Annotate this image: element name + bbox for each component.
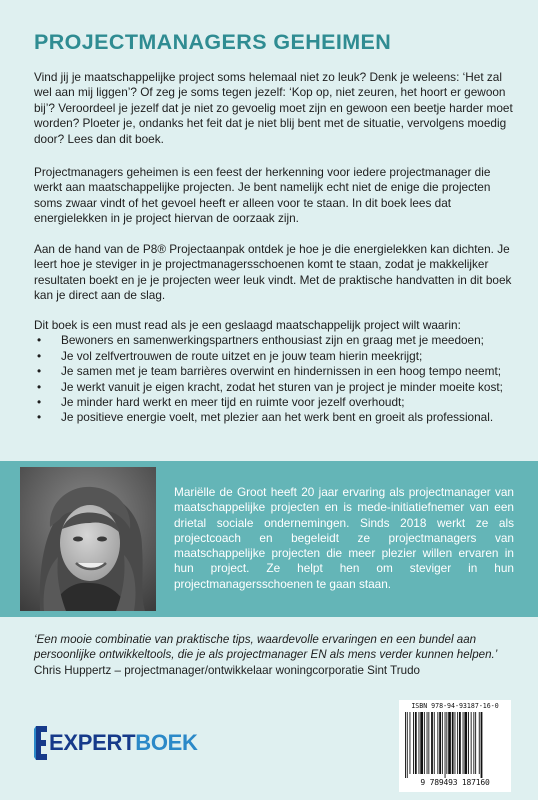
barcode-bar [424,712,425,774]
barcode-bar [473,712,474,774]
barcode-bar [457,712,458,774]
description-paragraph [34,165,514,227]
barcode-bar [452,712,454,774]
publisher-logo-icon [34,726,47,760]
barcode-bar [445,712,446,778]
barcode-bar [407,712,408,778]
intro-text: Vind jij je maatschappelijke project soms helemaal niet zo leuk? Denk je weleens: ‘Het zal wel aan mij liggen’? Of zeg je soms tegen jezelf: ‘Kop op, niet zeuren, het hoort er gewoon bij’? Veroordeel je jezelf dat je niet zo gevoelig moet zijn en gewoon een beetje harder moet worden? Ploeter je, ondanks het feit dat je niet blij bent met de situatie, vervolgens moedig door? Lees dan dit boek. [34,70,513,146]
barcode-bar [468,712,469,774]
isbn-label: ISBN 978-94-93187-16-0 [411,702,499,710]
benefits-section [34,318,514,426]
list-item: • Je minder hard werkt en meer tijd en ruimte voor jezelf overhoudt; [34,395,514,410]
barcode-bar [446,712,447,774]
barcode-bar [405,712,406,778]
quote-author: Chris Huppertz – projectmanager/ontwikkelaar woningcorporatie Sint Trudo [34,664,421,677]
barcode-bar [471,712,472,774]
barcode-bar [459,712,461,774]
barcode-bar [431,712,433,774]
barcode-bar [410,712,411,774]
benefits-intro: Dit boek is een must read als je een geslaagd maatschappelijk project wilt waarin: [34,318,461,332]
approach-text: Aan de hand van de P8® Projectaanpak ontdek je hoe je die energielekken kan dichten. Je leert hoe je steviger in je projectmanagersschoenen komt te staan, zodat je makkelijker resultaten boekt en je je projecten weer leuk vindt. Met de praktische handvatten in dit boek kan je direct aan de slag. [34,242,512,303]
publisher-name [49,730,198,756]
barcode-bar [439,712,441,774]
publisher-name-light: BOEK [135,730,198,755]
barcode-bar [413,712,414,774]
barcode-bar [428,712,429,774]
book-title: PROJECTMANAGERS GEHEIMEN [34,30,392,54]
barcode-bar [437,712,438,774]
approach-paragraph [34,242,514,304]
barcode-bar [420,712,423,774]
barcode-bar [434,712,435,774]
barcode-bar [455,712,456,774]
barcode-bar [463,712,464,774]
barcode-bar [442,712,443,774]
barcode-icon [403,712,507,778]
publisher-name-bold: EXPERT [49,730,136,755]
author-photo [20,467,156,611]
barcode-bar [464,712,467,774]
list-item: • Bewoners en samenwerkingspartners enthousiast zijn en graag met je meedoen; [34,333,514,348]
author-portrait-icon [20,467,156,611]
benefits-list [34,333,514,425]
barcode-bar [419,712,420,774]
list-item: • Je vol zelfvertrouwen de route uitzet en je jouw team hierin meekrijgt; [34,349,514,364]
barcode-digits: 9 789493 187160 [420,778,490,787]
barcode-bar [448,712,451,774]
isbn-barcode [399,700,511,792]
list-item: • Je werkt vanuit je eigen kracht, zodat het sturen van je project je minder moeite kost; [34,380,514,395]
publisher-logo [34,726,198,760]
barcode-bar [481,712,483,778]
barcode-bar [427,712,428,774]
list-item: • Je samen met je team barrières overwint en hindernissen in een hoog tempo neemt; [34,364,514,379]
list-item: • Je positieve energie voelt, met plezier aan het werk bent en groeit als professional. [34,410,514,425]
barcode-bar [415,712,417,774]
barcode-bar [479,712,480,774]
review-quote: ‘Een mooie combinatie van praktische tips, waardevolle ervaringen en een bundel aan persoonlijke ontwikkeltools, die je als projectmanager EN als mens verder kunnen helpen.’ [34,633,498,662]
author-bio: Mariëlle de Groot heeft 20 jaar ervaring als projectmanager van maatschappelijke projecten en is mede-initiatiefnemer van een drietal sociale ondernemingen. Sinds 2018 werkt ze als projectcoach en begeleidt ze projectmanagers van maatschappelijke projecten die meer plezier willen ervaren in hun project. Ze helpt hen om steviger in hun projectmanagersschoenen te gaan staan. [174,485,514,591]
intro-paragraph [34,70,514,147]
description-text: Projectmanagers geheimen is een feest der herkenning voor iedere projectmanager die werkt aan maatschappelijke projecten. Je bent namelijk echt niet de enige die projecten soms zwaar vindt of het gevoel heeft er alleen voor te staan. In dit boek lees dat energielekken in je project hiervan de oorzaak zijn. [34,165,491,226]
barcode-bar [475,712,476,774]
